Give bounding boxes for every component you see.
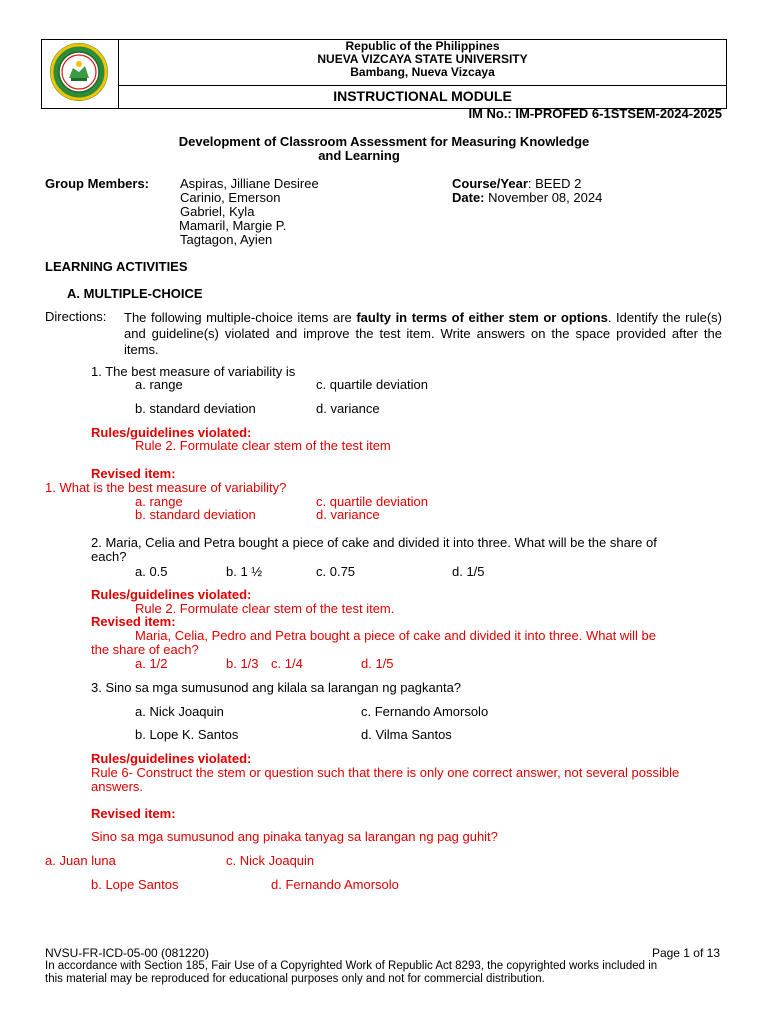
im-number: IM No.: IM-PROFED 6-1STSEM-2024-2025	[468, 106, 722, 121]
q1-rules-label: Rules/guidelines violated:	[91, 425, 252, 440]
q3-revised-d: d. Fernando Amorsolo	[271, 877, 399, 892]
q1-stem: 1. The best measure of variability is	[91, 364, 296, 379]
directions-text-before: The following multiple-choice items are	[124, 310, 357, 325]
member-5: Tagtagon, Ayien	[180, 232, 273, 247]
q3-revised-label: Revised item:	[91, 806, 176, 821]
header-location: Bambang, Nueva Vizcaya	[350, 65, 495, 79]
member-3: Gabriel, Kyla	[180, 204, 255, 219]
q3-rule-line2: answers.	[91, 779, 144, 794]
logo-cell	[42, 40, 119, 108]
document-title-line1: Development of Classroom Assessment for Measuring Knowledge	[178, 134, 590, 149]
q1-option-a: a. range	[135, 377, 183, 392]
q2-option-c: c. 0.75	[316, 564, 356, 579]
multiple-choice-heading: A. MULTIPLE-CHOICE	[67, 286, 203, 301]
q2-revised-line1: Maria, Celia, Pedro and Petra bought a piece of cake and divided it into three. What will be	[135, 628, 657, 643]
q1-rule: Rule 2. Formulate clear stem of the test item	[135, 438, 391, 453]
q2-rule: Rule 2. Formulate clear stem of the test item.	[135, 601, 395, 616]
document-header	[41, 39, 727, 109]
q1-revised-d: d. variance	[316, 507, 380, 522]
member-4: Mamaril, Margie P.	[179, 218, 287, 233]
q1-revised-c: c. quartile deviation	[316, 494, 429, 509]
footer-notice-line2: this material may be reproduced for educational purposes only and not for commercial distribution.	[45, 973, 545, 985]
q2-option-b: b. 1 ½	[226, 564, 263, 579]
directions-label: Directions:	[45, 309, 107, 324]
q2-revised-c: c. 1/4	[271, 656, 303, 671]
q1-revised-label: Revised item:	[91, 466, 176, 481]
footer-form-code: NVSU-FR-ICD-05-00 (081220)	[45, 946, 210, 960]
directions-text	[124, 310, 722, 358]
group-members-label: Group Members:	[45, 176, 150, 191]
module-title: INSTRUCTIONAL MODULE	[333, 88, 512, 104]
q3-option-c: c. Fernando Amorsolo	[361, 704, 489, 719]
q1-option-d: d. variance	[316, 401, 380, 416]
q3-revised-stem: Sino sa mga sumusunod ang pinaka tanyag sa larangan ng pag guhit?	[91, 829, 498, 844]
q1-option-c: c. quartile deviation	[316, 377, 429, 392]
header-university: NUEVA VIZCAYA STATE UNIVERSITY	[317, 52, 528, 66]
q1-revised-stem: 1. What is the best measure of variability?	[45, 480, 287, 495]
q2-revised-a: a. 1/2	[135, 656, 168, 671]
q3-rules-label: Rules/guidelines violated:	[91, 751, 252, 766]
q3-stem: 3. Sino sa mga sumusunod ang kilala sa larangan ng pagkanta?	[91, 680, 462, 695]
header-republic: Republic of the Philippines	[345, 39, 500, 53]
directions-text-bold: faulty in terms of either stem or options	[356, 310, 608, 325]
q2-stem-line1: 2. Maria, Celia and Petra bought a piece of cake and divided it into three. What will be the share of	[91, 535, 657, 550]
date	[452, 191, 602, 206]
q3-option-d: d. Vilma Santos	[361, 727, 452, 742]
q2-revised-line2: the share of each?	[91, 642, 199, 657]
q3-option-a: a. Nick Joaquin	[135, 704, 224, 719]
q2-option-d: d. 1/5	[452, 564, 485, 579]
course-year-label: Course/Year	[452, 176, 528, 191]
member-1: Aspiras, Jilliane Desiree	[180, 176, 319, 191]
q3-rule-line1: Rule 6- Construct the stem or question such that there is only one correct answer, not several possible	[91, 765, 680, 780]
q2-revised-b: b. 1/3	[226, 656, 259, 671]
footer-notice-line1: In accordance with Section 185, Fair Use of a Copyrighted Work of Republic Act 8293, the copyrighted works included in	[45, 960, 658, 972]
q1-revised-a: a. range	[135, 494, 183, 509]
course-year-value: : BEED 2	[527, 176, 582, 191]
directions-text-after: . Identify the rule(s) and guideline(s) violated and improve the test item. Write answers on the space provided after the items.	[124, 310, 722, 357]
q3-revised-a: a. Juan luna	[45, 853, 116, 868]
q2-revised-d: d. 1/5	[361, 656, 394, 671]
q3-revised-c: c. Nick Joaquin	[226, 853, 315, 868]
footer-page-number: Page 1 of 13	[651, 946, 720, 960]
date-value: November 08, 2024	[484, 190, 603, 205]
q3-option-b: b. Lope K. Santos	[135, 727, 239, 742]
q1-option-b: b. standard deviation	[135, 401, 256, 416]
university-seal-icon	[49, 42, 109, 102]
q2-revised-label: Revised item:	[91, 614, 176, 629]
q2-option-a: a. 0.5	[135, 564, 168, 579]
date-label: Date:	[452, 190, 485, 205]
q1-revised-b: b. standard deviation	[135, 507, 256, 522]
learning-activities-heading: LEARNING ACTIVITIES	[45, 259, 188, 274]
q3-revised-b: b. Lope Santos	[91, 877, 179, 892]
q2-stem-line2: each?	[91, 549, 127, 564]
member-2: Carinio, Emerson	[180, 190, 281, 205]
document-title-line2: and Learning	[318, 148, 400, 163]
q2-rules-label: Rules/guidelines violated:	[91, 587, 252, 602]
